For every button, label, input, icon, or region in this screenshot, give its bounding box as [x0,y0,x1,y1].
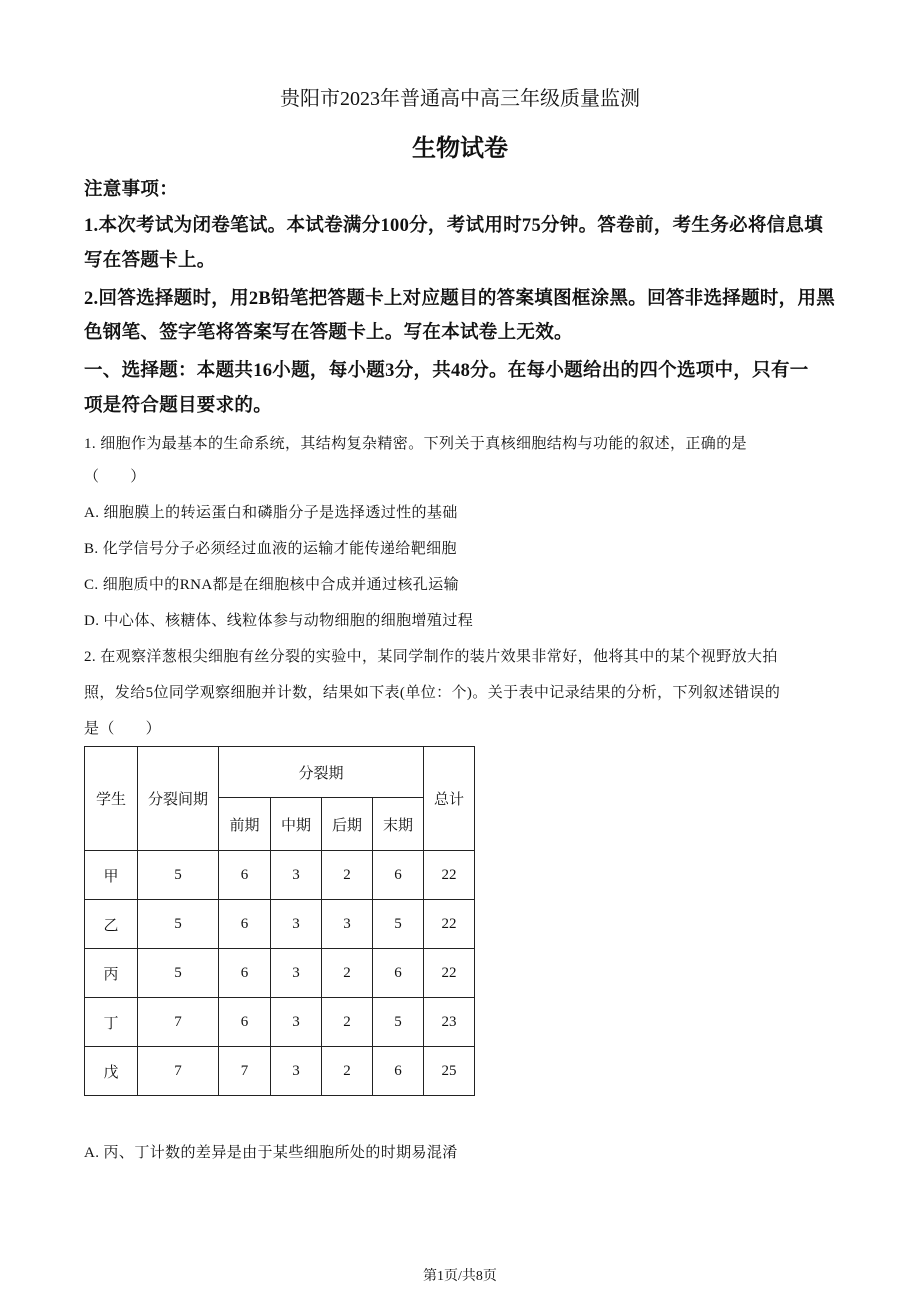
header-prophase: 前期 [219,798,271,851]
table-cell: 3 [271,900,322,949]
exam-title: 贵阳市2023年普通高中高三年级质量监测 [280,88,640,110]
table-row [85,900,475,949]
table-cell: 23 [424,998,475,1047]
q1-option-c: C. 细胞质中的RNA都是在细胞核中合成并通过核孔运输 [84,577,459,593]
table-cell: 22 [424,851,475,900]
table-cell: 25 [424,1047,475,1096]
table-cell: 6 [219,900,271,949]
header-interphase: 分裂间期 [138,747,219,851]
table-cell: 22 [424,900,475,949]
table-cell: 5 [138,949,219,998]
table-cell: 6 [219,949,271,998]
q2-stem: 2. 在观察洋葱根尖细胞有丝分裂的实验中，某同学制作的装片效果非常好，他将其中的某个视野放大拍 [84,649,778,665]
q1-blank: （ ） [84,469,146,485]
header-telophase: 末期 [373,798,424,851]
table-cell: 5 [138,900,219,949]
notice-heading: 注意事项： [84,180,179,200]
notice-line: 2.回答选择题时，用2B铅笔把答题卡上对应题目的答案填图框涂黑。回答非选择题时，用黑 [84,289,836,309]
subject-title: 生物试卷 [412,136,508,162]
table-cell: 2 [322,998,373,1047]
section-heading: 一、选择题：本题共16小题，每小题3分，共48分。在每小题给出的四个选项中，只有一 [84,361,809,381]
table-row [85,851,475,900]
table-cell: 6 [219,998,271,1047]
notice-line: 色钢笔、签字笔将答案写在答题卡上。写在本试卷上无效。 [84,323,573,343]
section-heading: 项是符合题目要求的。 [84,396,273,416]
notice-line: 写在答题卡上。 [84,251,216,271]
table-cell: 丙 [85,949,138,998]
table-cell: 2 [322,1047,373,1096]
table-cell: 3 [271,851,322,900]
table-cell: 6 [373,851,424,900]
table-cell: 5 [138,851,219,900]
cell-count-table [84,746,475,1096]
header-anaphase: 后期 [322,798,373,851]
table-row [85,949,475,998]
q1-option-d: D. 中心体、核糖体、线粒体参与动物细胞的细胞增殖过程 [84,613,474,629]
table-cell: 7 [138,998,219,1047]
q2-stem: 照，发给5位同学观察细胞并计数，结果如下表(单位：个)。关于表中记录结果的分析，下列叙述错误的 [84,685,781,701]
table-cell: 丁 [85,998,138,1047]
header-mitosis: 分裂期 [219,747,424,798]
q1-option-b: B. 化学信号分子必须经过血液的运输才能传递给靶细胞 [84,541,457,557]
table-cell: 5 [373,900,424,949]
table-cell: 3 [271,998,322,1047]
table-cell: 7 [138,1047,219,1096]
q2-stem: 是（ ） [84,721,162,737]
table-cell: 6 [373,1047,424,1096]
table-cell: 甲 [85,851,138,900]
page-footer: 第1页/共8页 [423,1269,497,1284]
q1-option-a: A. 细胞膜上的转运蛋白和磷脂分子是选择透过性的基础 [84,505,458,521]
table-cell: 22 [424,949,475,998]
table-row [85,1047,475,1096]
q2-option-a: A. 丙、丁计数的差异是由于某些细胞所处的时期易混淆 [84,1145,458,1161]
table-cell: 6 [373,949,424,998]
table-cell: 3 [322,900,373,949]
table-cell: 5 [373,998,424,1047]
table-cell: 7 [219,1047,271,1096]
table-cell: 2 [322,949,373,998]
table-row [85,998,475,1047]
table-cell: 乙 [85,900,138,949]
header-total: 总计 [424,747,475,851]
table-cell: 2 [322,851,373,900]
header-student: 学生 [85,747,138,851]
table-cell: 3 [271,1047,322,1096]
table-cell: 6 [219,851,271,900]
table-cell: 3 [271,949,322,998]
header-metaphase: 中期 [271,798,322,851]
notice-line: 1.本次考试为闭卷笔试。本试卷满分100分，考试用时75分钟。答卷前，考生务必将信息填 [84,216,824,236]
q1-stem: 1. 细胞作为最基本的生命系统，其结构复杂精密。下列关于真核细胞结构与功能的叙述，正确的是 [84,436,748,452]
table-cell: 戊 [85,1047,138,1096]
